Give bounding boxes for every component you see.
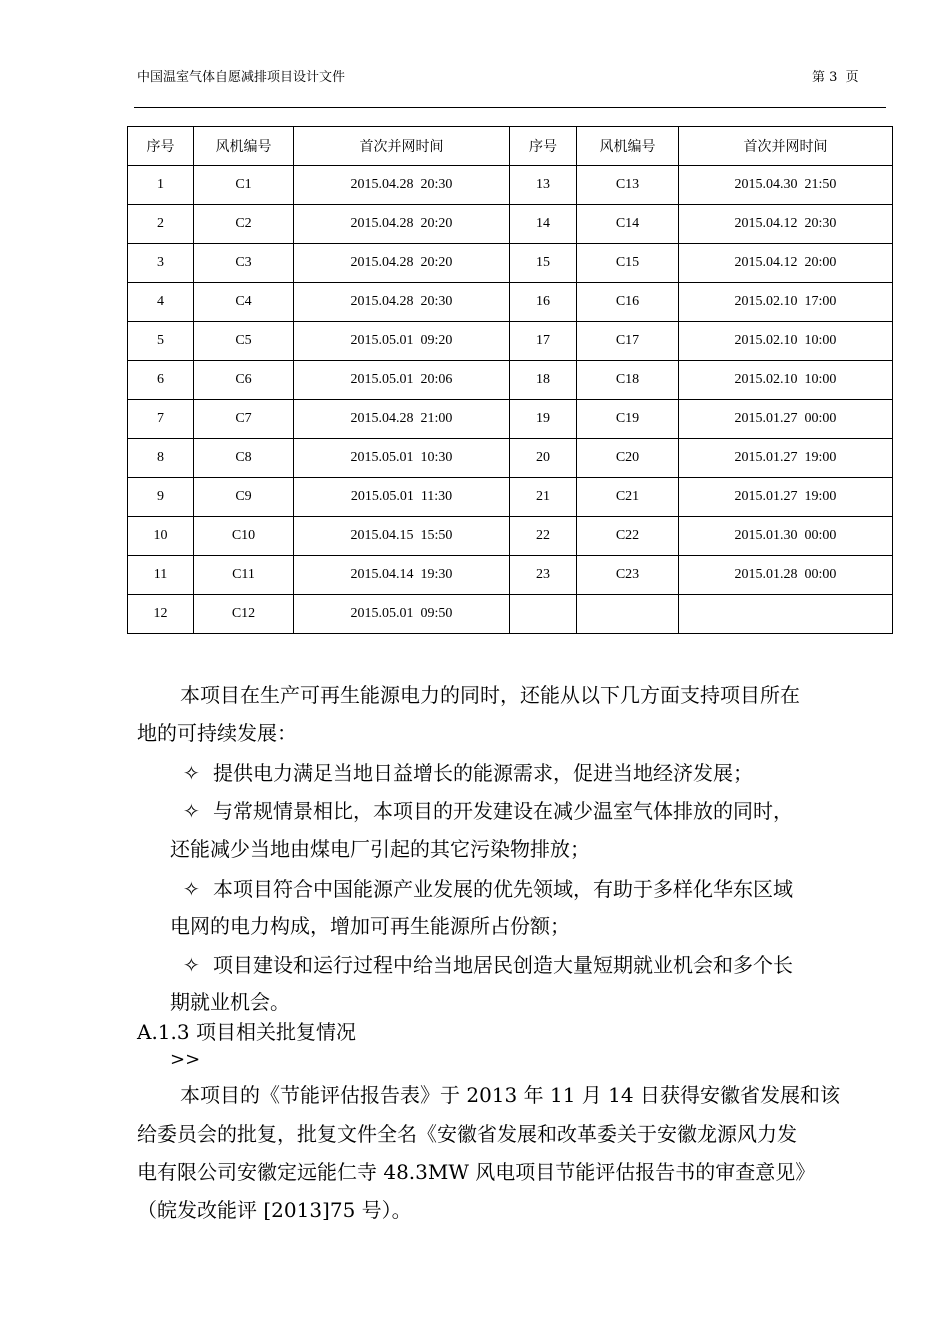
table-cell: C5 xyxy=(194,322,294,361)
table-cell: 2015.02.10 10:00 xyxy=(679,322,893,361)
table-cell: 2015.04.14 19:30 xyxy=(294,556,510,595)
table-cell: 14 xyxy=(510,205,577,244)
table-cell: 12 xyxy=(128,595,194,634)
table-cell: C19 xyxy=(577,400,679,439)
bullet-text: 提供电力满足当地日益增长的能源需求，促进当地经济发展； xyxy=(213,761,753,785)
page-number: 第 3 页 xyxy=(812,70,859,85)
table-cell: C11 xyxy=(194,556,294,595)
table-cell: C7 xyxy=(194,400,294,439)
table-cell: 4 xyxy=(128,283,194,322)
table-cell: C15 xyxy=(577,244,679,283)
column-header: 风机编号 xyxy=(577,127,679,166)
table-row xyxy=(128,556,893,595)
table-cell: 1 xyxy=(128,166,194,205)
table-cell: 2015.01.27 19:00 xyxy=(679,478,893,517)
table-row xyxy=(128,595,893,634)
table-cell: 15 xyxy=(510,244,577,283)
diamond-star-icon: ✧ xyxy=(183,953,200,977)
table-cell: 2015.04.15 15:50 xyxy=(294,517,510,556)
table-cell: C17 xyxy=(577,322,679,361)
table-row xyxy=(128,400,893,439)
table-row xyxy=(128,166,893,205)
table-cell: C1 xyxy=(194,166,294,205)
table-cell: 8 xyxy=(128,439,194,478)
intro-paragraph-line-1: 本项目在生产可再生能源电力的同时，还能从以下几方面支持项目所在 xyxy=(180,683,800,707)
table-cell: 2015.04.28 20:30 xyxy=(294,283,510,322)
bullet-text: 本项目符合中国能源产业发展的优先领域，有助于多样化华东区域 xyxy=(213,877,793,901)
table-cell: 5 xyxy=(128,322,194,361)
table-cell: C4 xyxy=(194,283,294,322)
table-cell xyxy=(679,595,893,634)
table-cell: C23 xyxy=(577,556,679,595)
table-cell: 2 xyxy=(128,205,194,244)
table-cell: C10 xyxy=(194,517,294,556)
diamond-star-icon: ✧ xyxy=(183,799,200,823)
bullet-item-2 xyxy=(183,792,793,830)
bullet-text: 与常规情景相比，本项目的开发建设在减少温室气体排放的同时， xyxy=(213,799,793,823)
table-header-row xyxy=(128,127,893,166)
column-header: 序号 xyxy=(510,127,577,166)
table-cell: 2015.04.12 20:00 xyxy=(679,244,893,283)
column-header: 首次并网时间 xyxy=(294,127,510,166)
table-cell: 22 xyxy=(510,517,577,556)
diamond-star-icon: ✧ xyxy=(183,761,200,785)
table-cell: C13 xyxy=(577,166,679,205)
approval-paragraph-line-2: 给委员会的批复，批复文件全名《安徽省发展和改革委关于安徽龙源风力发 xyxy=(137,1122,797,1146)
table-cell xyxy=(577,595,679,634)
table-cell: C20 xyxy=(577,439,679,478)
table-cell: C21 xyxy=(577,478,679,517)
table-cell: 21 xyxy=(510,478,577,517)
table-cell: 23 xyxy=(510,556,577,595)
table-cell: C14 xyxy=(577,205,679,244)
table-cell: 2015.04.28 20:30 xyxy=(294,166,510,205)
table-cell: C3 xyxy=(194,244,294,283)
table-cell: 10 xyxy=(128,517,194,556)
column-header: 序号 xyxy=(128,127,194,166)
approval-paragraph-line-4: （皖发改能评 [2013]75 号）。 xyxy=(137,1198,412,1222)
table-cell: C12 xyxy=(194,595,294,634)
table-cell: 2015.05.01 09:50 xyxy=(294,595,510,634)
table-cell: 6 xyxy=(128,361,194,400)
table-cell: 2015.05.01 10:30 xyxy=(294,439,510,478)
bullet-text: 项目建设和运行过程中给当地居民创造大量短期就业机会和多个长 xyxy=(213,953,793,977)
approval-paragraph-line-3: 电有限公司安徽定远能仁寺 48.3MW 风电项目节能评估报告书的审查意见》 xyxy=(137,1160,816,1184)
table-cell: C2 xyxy=(194,205,294,244)
table-row xyxy=(128,205,893,244)
table-row xyxy=(128,478,893,517)
document-title-header: 中国温室气体自愿减排项目设计文件 xyxy=(137,70,346,85)
bullet-item-3-continuation: 电网的电力构成，增加可再生能源所占份额； xyxy=(170,914,570,938)
bullet-item-3 xyxy=(183,870,793,908)
column-header: 风机编号 xyxy=(194,127,294,166)
table-cell: 2015.05.01 09:20 xyxy=(294,322,510,361)
table-cell: 17 xyxy=(510,322,577,361)
bullet-item-4 xyxy=(183,946,793,984)
table-cell: C8 xyxy=(194,439,294,478)
table-cell: 2015.02.10 10:00 xyxy=(679,361,893,400)
table-cell: C16 xyxy=(577,283,679,322)
table-cell: 2015.04.12 20:30 xyxy=(679,205,893,244)
table-cell: 2015.04.28 20:20 xyxy=(294,244,510,283)
table-cell: 2015.01.27 00:00 xyxy=(679,400,893,439)
header-divider xyxy=(134,107,886,108)
table-cell: 16 xyxy=(510,283,577,322)
approval-paragraph-line-1: 本项目的《节能评估报告表》于 2013 年 11 月 14 日获得安徽省发展和该 xyxy=(180,1083,840,1107)
table-cell: 2015.04.28 21:00 xyxy=(294,400,510,439)
table-cell: 3 xyxy=(128,244,194,283)
table-cell: 11 xyxy=(128,556,194,595)
table-cell: 2015.01.30 00:00 xyxy=(679,517,893,556)
table-row xyxy=(128,439,893,478)
table-cell: 2015.05.01 20:06 xyxy=(294,361,510,400)
table-cell: C9 xyxy=(194,478,294,517)
table-cell: C22 xyxy=(577,517,679,556)
bullet-item-2-continuation: 还能减少当地由煤电厂引起的其它污染物排放； xyxy=(170,837,590,861)
table-row xyxy=(128,517,893,556)
arrow-marker: >> xyxy=(170,1049,201,1070)
table-cell: 2015.04.30 21:50 xyxy=(679,166,893,205)
column-header: 首次并网时间 xyxy=(679,127,893,166)
table-cell: 2015.01.27 19:00 xyxy=(679,439,893,478)
table-cell: 7 xyxy=(128,400,194,439)
table-cell: 13 xyxy=(510,166,577,205)
table-row xyxy=(128,283,893,322)
table-cell: C6 xyxy=(194,361,294,400)
bullet-item-1 xyxy=(183,754,753,792)
table-cell: 2015.05.01 11:30 xyxy=(294,478,510,517)
turbine-grid-connection-table xyxy=(127,126,893,634)
table-cell: 2015.02.10 17:00 xyxy=(679,283,893,322)
table-cell: 2015.04.28 20:20 xyxy=(294,205,510,244)
intro-paragraph-line-2: 地的可持续发展： xyxy=(137,721,297,745)
table-cell: C18 xyxy=(577,361,679,400)
table-row xyxy=(128,361,893,400)
table-row xyxy=(128,244,893,283)
table-cell: 18 xyxy=(510,361,577,400)
diamond-star-icon: ✧ xyxy=(183,877,200,901)
table-cell: 20 xyxy=(510,439,577,478)
section-heading: A.1.3 项目相关批复情况 xyxy=(137,1020,356,1044)
table-row xyxy=(128,322,893,361)
table-cell: 9 xyxy=(128,478,194,517)
table-cell: 2015.01.28 00:00 xyxy=(679,556,893,595)
bullet-item-4-continuation: 期就业机会。 xyxy=(170,990,290,1014)
table-cell: 19 xyxy=(510,400,577,439)
table-cell xyxy=(510,595,577,634)
